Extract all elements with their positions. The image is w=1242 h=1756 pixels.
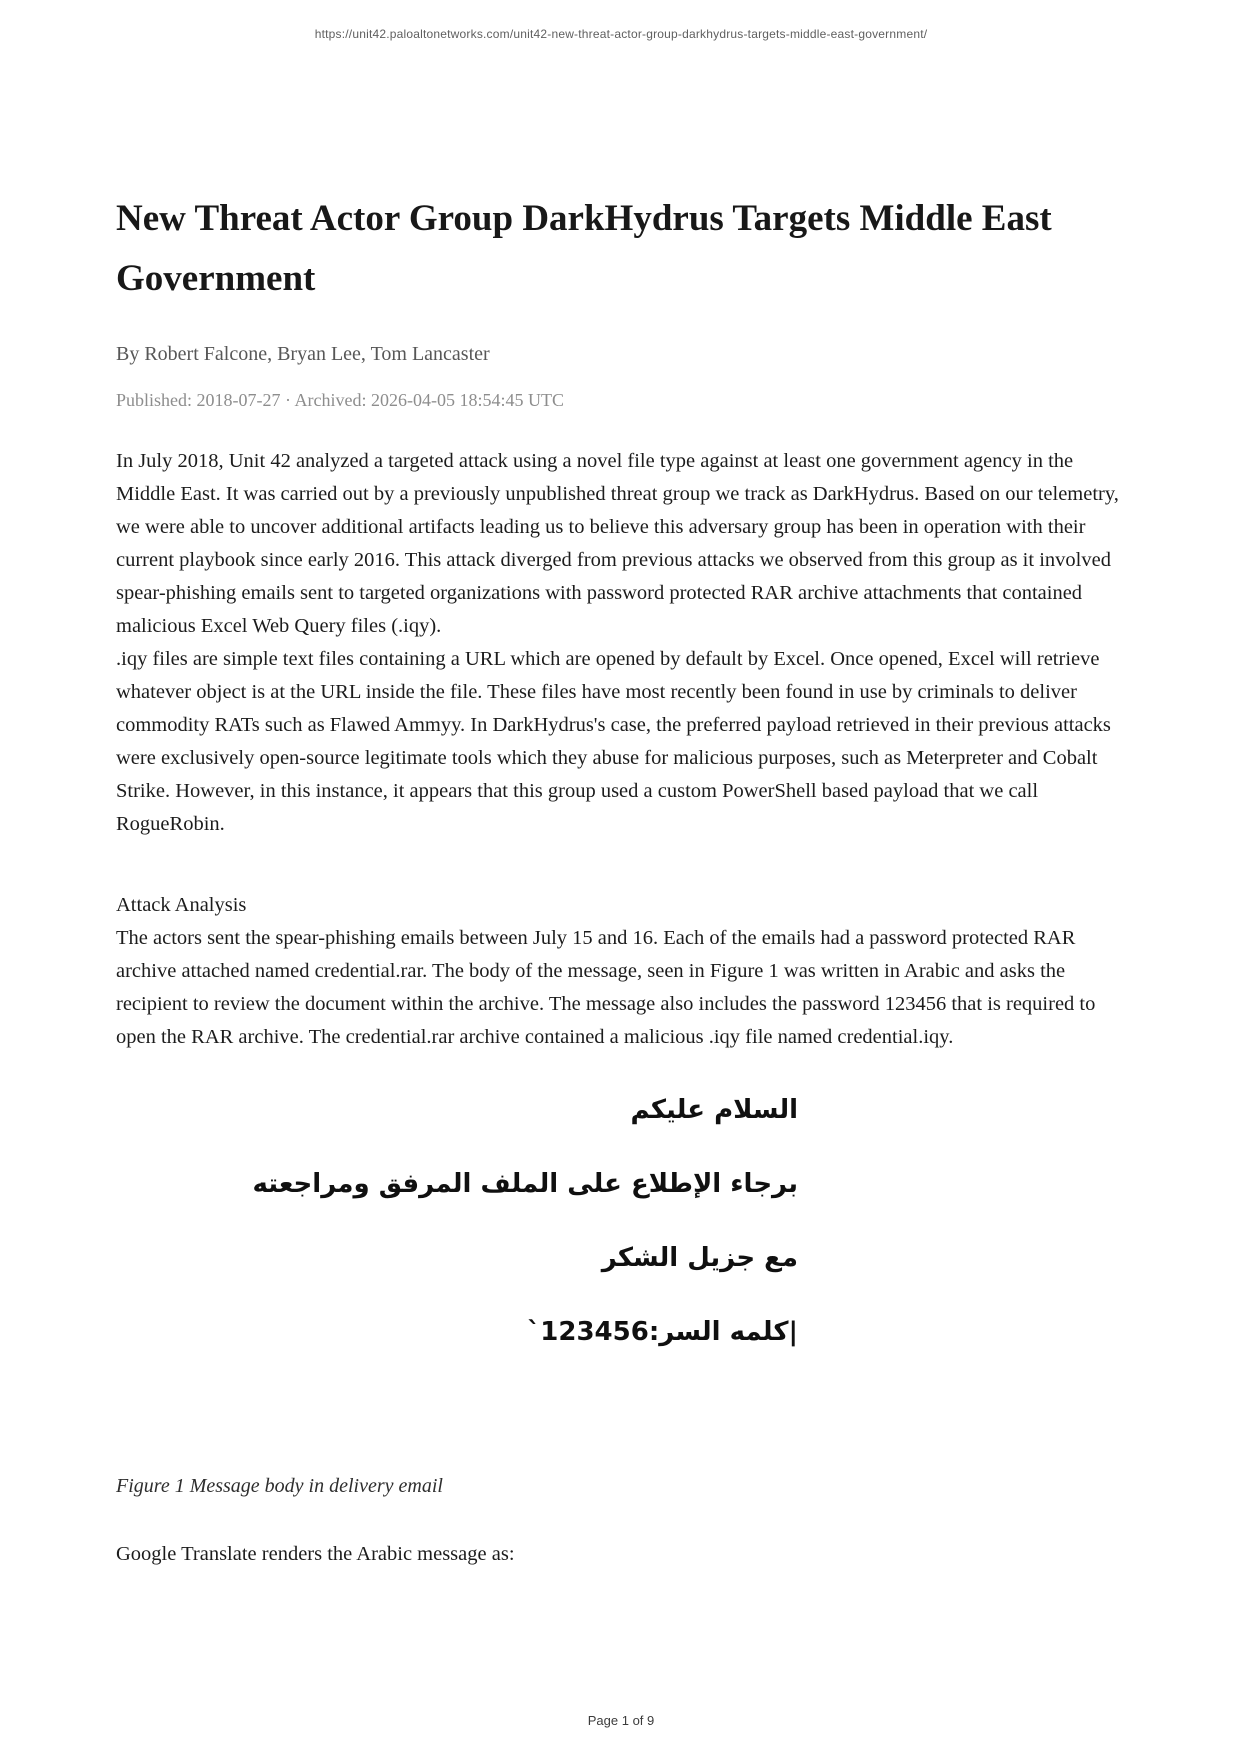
arabic-message-text [116,1096,798,1348]
figure-1-email-message-image [116,1096,1126,1348]
paragraph-intro-1: In July 2018, Unit 42 analyzed a targeted attack using a novel file type against at least one government agency in the Middle East. It was carried out by a previously unpublished threat group we track as DarkHydrus. Based on our telemetry, we were able to uncover additional artifacts leading us to believe this adversary group has been in operation with their current playbook since early 2016. This attack diverged from previous attacks we observed from this group as it involved spear-phishing emails sent to targeted organizations with password protected RAR archive attachments that contained malicious Excel Web Query files (.iqy). [116,449,1119,637]
article-title: New Threat Actor Group DarkHydrus Targets Middle East Government [116,198,1052,299]
paragraph-translate-intro: Google Translate renders the Arabic message as: [116,1543,515,1566]
figure-1-caption: Figure 1 Message body in delivery email [116,1475,443,1498]
paragraph-intro-2: .iqy files are simple text files containing a URL which are opened by default by Excel. Once opened, Excel will retrieve whatever object is at the URL inside the file. These files have most recently been found in use by criminals to deliver commodity RATs such as Flawed Ammyy. In DarkHydrus's case, the preferred payload retrieved in their previous attacks were exclusively open-source legitimate tools which they abuse for malicious purposes, such as Meterpreter and Cobalt Strike. However, in this instance, it appears that this group used a custom PowerShell based payload that we call RogueRobin. [116,647,1111,835]
paragraph-attack-analysis: The actors sent the spear-phishing emails between July 15 and 16. Each of the emails had a password protected RAR archive attached named credential.rar. The body of the message, seen in Figure 1 was written in Arabic and asks the recipient to review the document within the archive. The message also includes the password 123456 that is required to open the RAR archive. The credential.rar archive contained a malicious .iqy file named credential.iqy. [116,926,1096,1048]
page-url: https://unit42.paloaltonetworks.com/unit42-new-threat-actor-group-darkhydrus-targets-middle-east-government/ [314,27,928,41]
print-url-header [0,0,1242,41]
attack-analysis-section [116,889,1126,1054]
arabic-line-request: برجاء الإطلاع على الملف المرفق ومراجعته [252,1168,798,1199]
published-archived-line: Published: 2018-07-27 · Archived: 2026-04-05 18:54:45 UTC [116,389,564,410]
page-number-footer: Page 1 of 9 [587,1713,655,1728]
arabic-line-thanks: مع جزيل الشكر [601,1242,798,1273]
arabic-line-password: |كلمه السر:123456` [527,1316,798,1347]
article-body [0,189,1242,1571]
arabic-line-greeting: السلام عليكم [630,1094,798,1125]
byline: By Robert Falcone, Bryan Lee, Tom Lancaster [116,342,490,365]
section-heading-attack-analysis: Attack Analysis [116,893,247,916]
intro-section [116,445,1126,841]
